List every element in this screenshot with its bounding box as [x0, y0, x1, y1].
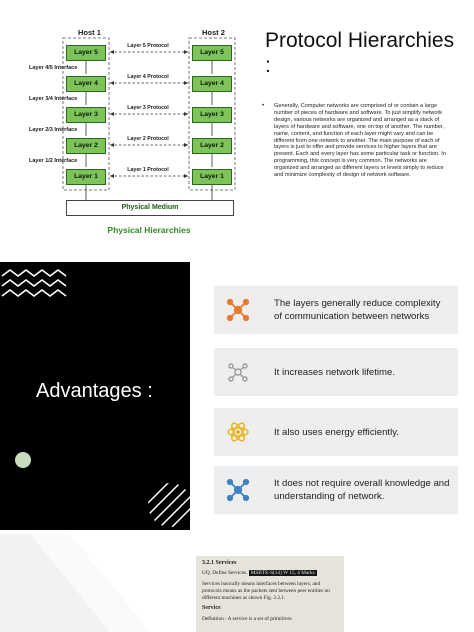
network-hub-icon — [226, 360, 250, 384]
scan-definition: Definition : A service is a set of primitives — [202, 616, 292, 622]
advantage-card-4 — [214, 466, 458, 514]
host1-layer-5: Layer 5 — [66, 45, 106, 61]
protocol-arrows — [110, 52, 188, 176]
body-paragraph: Generally, Computer networks are comprised of or contain a large number of pieces of hardware and software. To just simplify network design, various networks are organized and arranged as a stack of layers of hardware and software, one on top of another. The number, name, content, and function of each layer might vary and can be different from one network to another. The main purpose of each of layers is just to offer and provide services to higher layers that are present. Each and every layer has some particular task or function. In programming, this concept is very common. The networks are organized and arranged as different layers or levels simply to reduce and minimize complexity of design of network software. — [274, 103, 446, 179]
advantage-text-3: It also uses energy efficiently. — [274, 426, 399, 438]
scan-subheading: Service — [202, 605, 221, 611]
slide-body — [262, 103, 452, 179]
bullet-marker: • — [262, 103, 265, 109]
host1-layer-4: Layer 4 — [66, 76, 106, 92]
interface-label-2-3: Layer 2/3 Interface — [29, 127, 78, 133]
interface-label-3-4: Layer 3/4 Interface — [29, 96, 78, 102]
scan-marks-badge: MSBTE-S(14) W 15, 4 Marks — [250, 570, 315, 576]
advantages-slide — [0, 262, 474, 530]
protocol-label-3: Layer 3 Protocol — [127, 105, 169, 111]
host2-layer-2: Layer 2 — [192, 138, 232, 154]
host2-layer-4: Layer 4 — [192, 76, 232, 92]
advantage-card-3 — [214, 408, 458, 456]
protocol-label-2: Layer 2 Protocol — [127, 136, 169, 142]
interface-label-4-5: Layer 4/5 Interface — [29, 65, 78, 71]
services-slide — [0, 534, 474, 632]
protocol-arrowheads — [110, 50, 188, 178]
slide-title: Protocol Hierarchies : — [265, 29, 455, 77]
network-hub-icon — [226, 298, 250, 322]
host2-layer-3: Layer 3 — [192, 107, 232, 123]
scan-heading: 3.2.1 Services — [202, 560, 237, 566]
scan-line: different machines as shown Fig. 3.2.1. — [202, 595, 286, 601]
decorative-background — [0, 534, 170, 632]
host2-label: Host 2 — [202, 28, 225, 37]
zigzag-decoration — [2, 270, 66, 296]
scan-question — [202, 570, 317, 576]
advantage-text-1: The layers generally reduce complexity of communication between networks — [274, 298, 441, 322]
interface-label-1-2: Layer 1/2 Interface — [29, 158, 78, 164]
physical-medium-box: Physical Medium — [66, 200, 234, 216]
diagram-caption: Physical Hierarchies — [107, 225, 191, 235]
scan-line: Services basically means interfaces between layers, and — [202, 581, 321, 587]
striped-circle-decoration — [122, 457, 190, 530]
decorative-dot — [15, 452, 31, 468]
protocol-label-4: Layer 4 Protocol — [127, 74, 169, 80]
advantage-card-1 — [214, 286, 458, 334]
scan-question-text: UQ. Define Services. — [202, 570, 248, 576]
title-panel — [0, 262, 190, 530]
host1-layer-1: Layer 1 — [66, 169, 106, 185]
scan-line: protocols means as the packets sent between peer entities on — [202, 588, 330, 594]
advantage-card-2 — [214, 348, 458, 396]
protocol-layer-diagram — [0, 0, 250, 250]
host1-layer-2: Layer 2 — [66, 138, 106, 154]
textbook-scan — [196, 556, 344, 632]
advantage-text-2: It increases network lifetime. — [274, 366, 396, 378]
protocol-hierarchies-slide — [0, 0, 474, 258]
host1-label: Host 1 — [78, 28, 101, 37]
advantages-title: Advantages : — [36, 380, 153, 402]
protocol-label-1: Layer 1 Protocol — [127, 167, 169, 173]
host1-layer-3: Layer 3 — [66, 107, 106, 123]
host2-layer-1: Layer 1 — [192, 169, 232, 185]
network-hub-icon — [226, 478, 250, 502]
protocol-label-5: Layer 5 Protocol — [127, 43, 169, 49]
host2-layer-5: Layer 5 — [192, 45, 232, 61]
atom-icon — [226, 420, 250, 444]
advantage-text-4: It does not require overall knowledge and understanding of network. — [274, 478, 450, 502]
